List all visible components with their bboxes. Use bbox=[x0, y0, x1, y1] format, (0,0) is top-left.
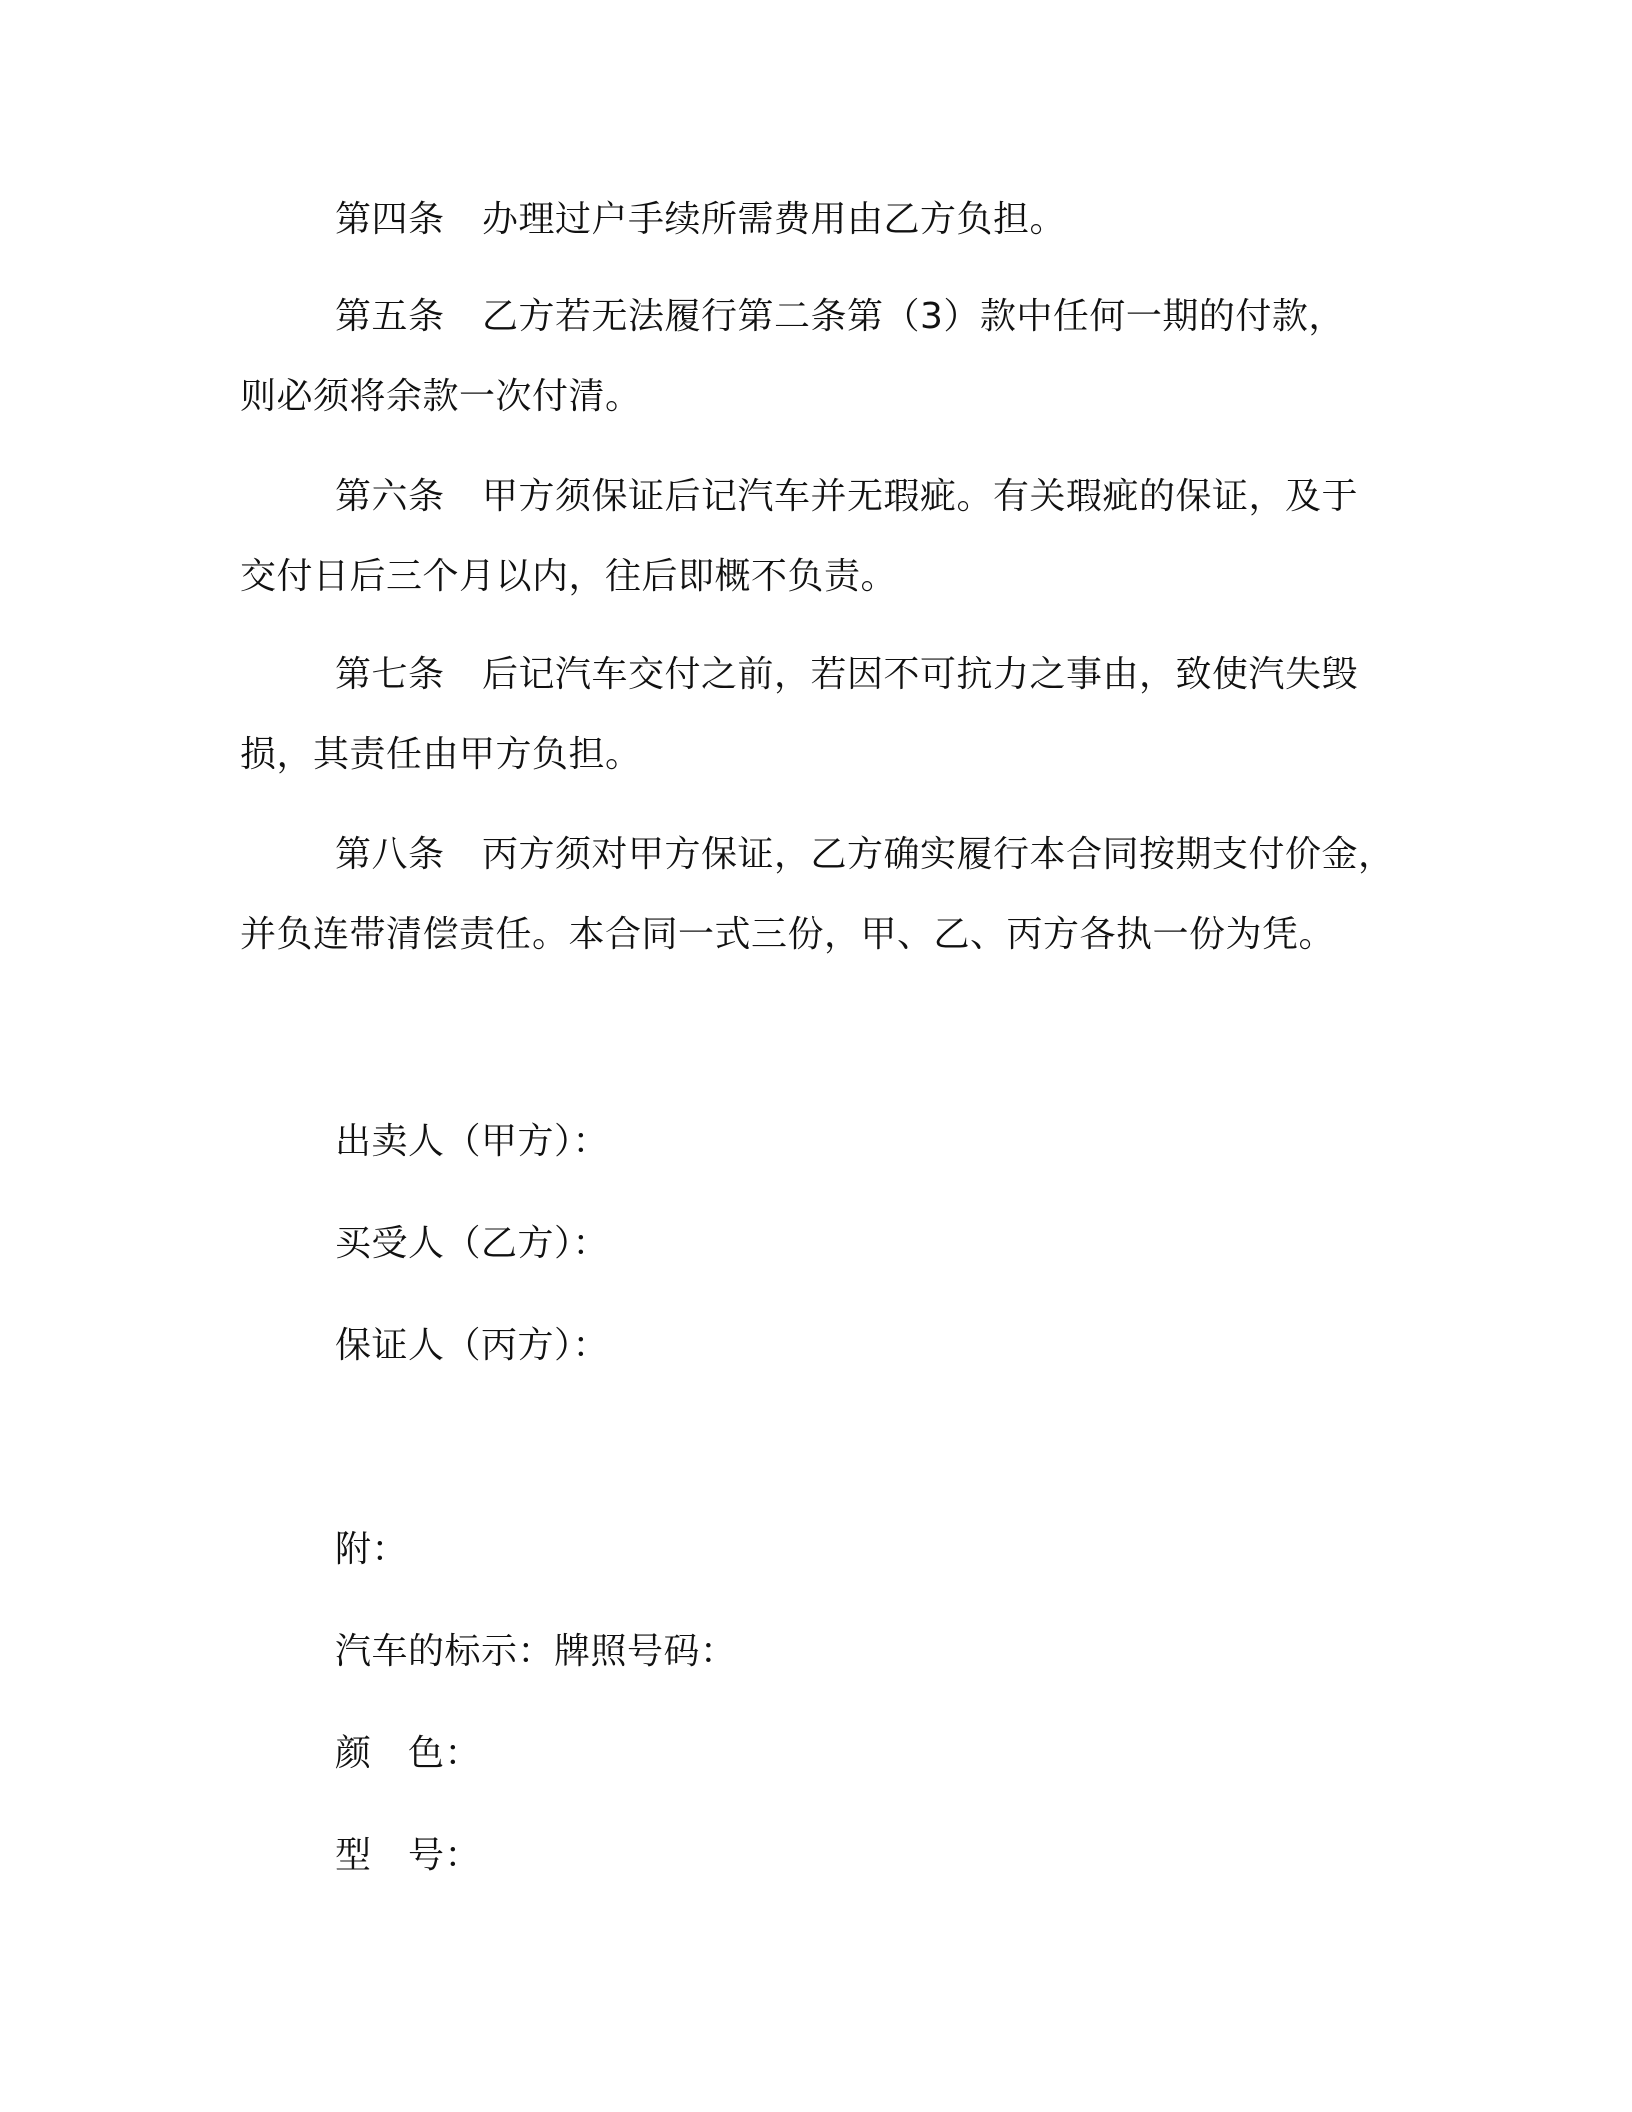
seller-signature-line: 出卖人（甲方）： bbox=[335, 1121, 610, 1162]
article-5-heading: 第五条 bbox=[335, 296, 445, 337]
article-5-line-1: 乙方若无法履行第二条第（3）款中任何一期的付款， bbox=[482, 296, 1345, 337]
buyer-signature-line: 买受人（乙方）： bbox=[335, 1223, 610, 1264]
article-7-line-1: 后记汽车交付之前，若因不可抗力之事由，致使汽失毁 bbox=[482, 654, 1359, 695]
appendix-label: 附： bbox=[335, 1529, 409, 1570]
article-7 bbox=[240, 635, 1410, 795]
article-4-line-1: 办理过户手续所需费用由乙方负担。 bbox=[482, 199, 1067, 240]
vehicle-plate-line: 汽车的标示：牌照号码： bbox=[335, 1631, 737, 1672]
article-6-line-2: 交付日后三个月以内，往后即概不负责。 bbox=[240, 556, 898, 597]
article-4 bbox=[240, 180, 1410, 260]
article-8-heading: 第八条 bbox=[335, 834, 445, 875]
guarantor-signature-line: 保证人（丙方）： bbox=[335, 1325, 610, 1366]
article-8-line-2: 并负连带清偿责任。本合同一式三份，甲、乙、丙方各执一份为凭。 bbox=[240, 914, 1336, 955]
article-4-heading: 第四条 bbox=[335, 199, 445, 240]
vehicle-color-line: 颜 色： bbox=[335, 1733, 482, 1774]
article-5-line-2: 则必须将余款一次付清。 bbox=[240, 376, 642, 417]
article-6-heading: 第六条 bbox=[335, 476, 445, 517]
article-6-line-1: 甲方须保证后记汽车并无瑕疵。有关瑕疵的保证，及于 bbox=[482, 476, 1359, 517]
vehicle-model-line: 型 号： bbox=[335, 1835, 482, 1876]
article-5 bbox=[240, 277, 1410, 437]
article-7-line-2: 损，其责任由甲方负担。 bbox=[240, 734, 642, 775]
article-6 bbox=[240, 457, 1410, 617]
article-8 bbox=[240, 815, 1410, 975]
article-7-heading: 第七条 bbox=[335, 654, 445, 695]
article-8-line-1: 丙方须对甲方保证，乙方确实履行本合同按期支付价金， bbox=[482, 834, 1395, 875]
